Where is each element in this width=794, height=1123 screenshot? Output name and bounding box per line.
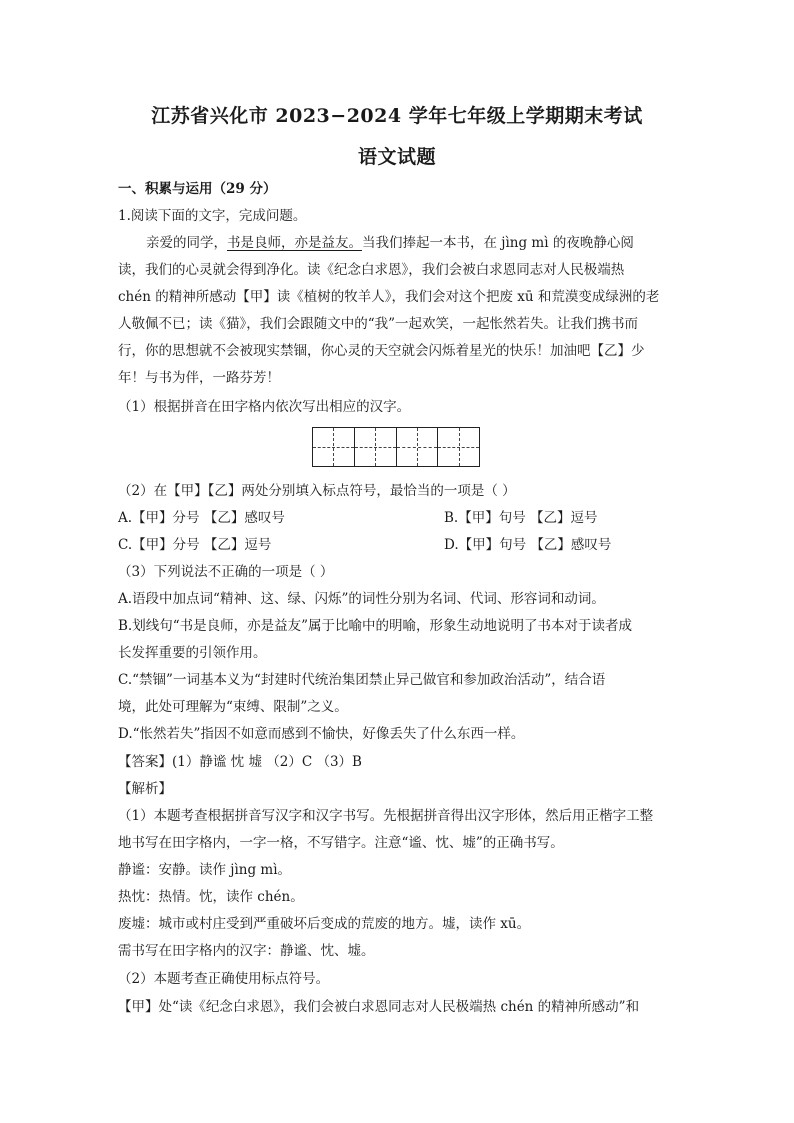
option-c: C.【甲】分号 【乙】逗号 xyxy=(118,537,272,553)
analysis-para-2-cont: 【甲】处“读《纪念白求恩》，我们会被白求恩同志对人民极端热 chén 的精神所感动”和 xyxy=(118,999,640,1015)
option-b: B.【甲】句号 【乙】逗号 xyxy=(444,510,598,526)
passage-line-3: chén 的精神所感动【甲】读《植树的牧羊人》，我们会对这个把废 xū 和荒漠变成绿洲的老 xyxy=(118,289,660,305)
option-c-text: C.“禁锢”一词基本义为“封建时代统治集团禁止异己做官和参加政治活动”，结合语 xyxy=(118,672,606,688)
passage-line-2: 读，我们的心灵就会得到净化。读《纪念白求恩》，我们会被白求恩同志对人民极端热 xyxy=(118,262,625,278)
analysis-para-1-cont: 地书写在田字格内，一字一格，不写错字。注意“谧、忱、墟”的正确书写。 xyxy=(118,835,564,851)
word-explanation-1: 静谧：安静。读作 jìng mì。 xyxy=(118,862,292,878)
option-a: A.【甲】分号 【乙】感叹号 xyxy=(118,510,285,526)
sub-question-1: （1）根据拼音在田字格内依次写出相应的汉字。 xyxy=(118,399,411,415)
word-explanation-3: 废墟：城市或村庄受到严重破坏后变成的荒废的地方。墟，读作 xū。 xyxy=(118,916,531,932)
grid-cell[interactable] xyxy=(438,428,479,466)
option-a-text: A.语段中加点词“精神、这、绿、闪烁”的词性分别为名词、代词、形容词和动词。 xyxy=(118,591,605,607)
answer-line: 【答案】(1）静谧 忱 墟 （2）C （3）B xyxy=(118,754,362,770)
underlined-sentence: 书是良师，亦是益友。 xyxy=(227,235,362,251)
analysis-label: 【解析】 xyxy=(118,781,172,797)
grid-cell[interactable] xyxy=(355,428,397,466)
word-explanation-4: 需书写在田字格内的汉字：静谧、忱、墟。 xyxy=(118,943,375,959)
section-heading: 一、积累与运用（29 分） xyxy=(118,181,277,197)
options-row-2 xyxy=(118,536,678,554)
passage-text: 当我们捧起一本书，在 jìng mì 的夜晚静心阅 xyxy=(362,235,634,251)
tianzige-grid[interactable] xyxy=(312,427,480,467)
option-d-text: D.“怅然若失”指因不如意而感到不愉快，好像丢失了什么东西一样。 xyxy=(118,726,525,742)
doc-title: 江苏省兴化市 2023−2024 学年七年级上学期期末考试 xyxy=(151,105,643,127)
analysis-para-2: （2）本题考查正确使用标点符号。 xyxy=(118,971,330,987)
passage-line-6: 年！与书为伴，一路芬芳！ xyxy=(118,370,280,386)
passage-line-1 xyxy=(118,234,678,252)
passage-line-4: 人敬佩不已；读《猫》，我们会跟随文中的“我”一起欢笑，一起怅然若失。让我们携书而 xyxy=(118,316,639,332)
sub-question-2: （2）在【甲】【乙】两处分别填入标点符号，最恰当的一项是（ ） xyxy=(118,483,516,499)
passage-text: 亲爱的同学， xyxy=(146,235,227,251)
passage-line-5: 行，你的思想就不会被现实禁锢，你心灵的天空就会闪烁着星光的快乐！加油吧【乙】少 xyxy=(118,343,645,359)
option-b-text: B.划线句“书是良师，亦是益友”属于比喻中的明喻，形象生动地说明了书本对于读者成 xyxy=(118,618,633,634)
grid-cell[interactable] xyxy=(313,428,355,466)
grid-cell[interactable] xyxy=(397,428,439,466)
question-prompt: 1.阅读下面的文字，完成问题。 xyxy=(118,208,307,224)
analysis-para-1: （1）本题考查根据拼音写汉字和汉字书写。先根据拼音得出汉字形体，然后用正楷字工整 xyxy=(118,808,654,824)
option-b-text-cont: 长发挥重要的引领作用。 xyxy=(118,645,267,661)
option-d: D.【甲】句号 【乙】感叹号 xyxy=(444,537,612,553)
word-explanation-2: 热忱：热情。忱，读作 chén。 xyxy=(118,889,304,905)
option-c-text-cont: 境，此处可理解为“束缚、限制”之义。 xyxy=(118,699,348,715)
doc-subtitle: 语文试题 xyxy=(357,146,436,168)
options-row-1 xyxy=(118,509,678,527)
sub-question-3: （3）下列说法不正确的一项是（ ） xyxy=(118,564,334,580)
